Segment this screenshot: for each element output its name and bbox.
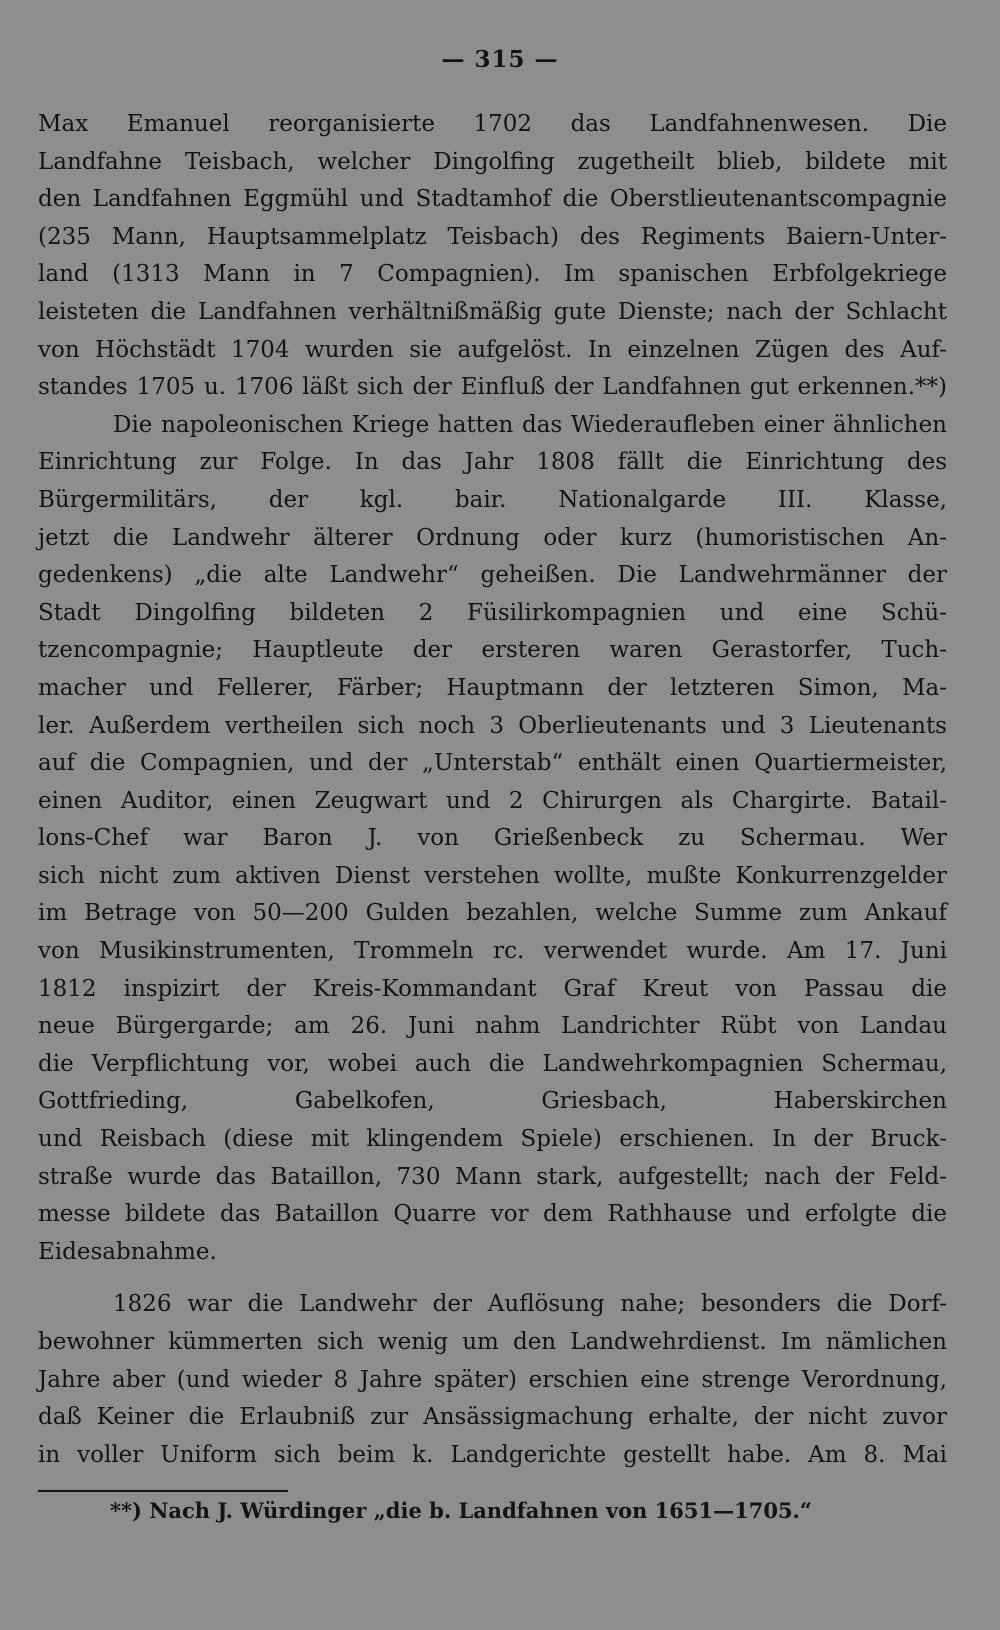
text-line: macher und Fellerer, Färber; Hauptmann der letzteren Simon, Ma-: [38, 674, 947, 701]
text-line: Eidesabnahme.: [38, 1238, 217, 1265]
text-line: standes 1705 u. 1706 läßt sich der Einfluß der Landfahnen gut erkennen.**): [38, 374, 947, 401]
text-line: Gottfrieding, Gabelkofen, Griesbach, Haberskirchen: [38, 1088, 947, 1115]
paragraph-3: [38, 1286, 947, 1474]
text-line: im Betrage von 50—200 Gulden bezahlen, welche Summe zum Ankauf: [38, 900, 947, 927]
text-line: 1826 war die Landwehr der Auflösung nahe; besonders die Dorf-: [113, 1291, 947, 1318]
text-line: von Musikinstrumenten, Trommeln rc. verwendet wurde. Am 17. Juni: [38, 938, 947, 965]
text-line: in voller Uniform sich beim k. Landgerichte gestellt habe. Am 8. Mai: [38, 1441, 947, 1468]
text-line: 1812 inspizirt der Kreis-Kommandant Graf Kreut von Passau die: [38, 975, 947, 1002]
text-line: land (1313 Mann in 7 Compagnien). Im spanischen Erbfolgekriege: [38, 261, 947, 288]
text-line: (235 Mann, Hauptsammelplatz Teisbach) des Regiments Baiern-Unter-: [38, 223, 947, 250]
paragraph-2: [38, 407, 947, 1272]
text-line: und Reisbach (diese mit klingendem Spiele) erschienen. In der Bruck-: [38, 1126, 947, 1153]
text-line: die Verpflichtung vor, wobei auch die Landwehrkompagnien Schermau,: [38, 1050, 947, 1077]
text-line: tzencompagnie; Hauptleute der ersteren waren Gerastorfer, Tuch-: [38, 637, 947, 664]
page-number: — 315 —: [441, 46, 559, 73]
text-line: ler. Außerdem vertheilen sich noch 3 Oberlieutenants und 3 Lieutenants: [38, 712, 947, 739]
text-line: gedenkens) „die alte Landwehr“ geheißen. Die Landwehrmänner der: [38, 562, 947, 589]
footnote: **) Nach J. Würdinger „die b. Landfahnen von 1651—1705.“: [110, 1498, 812, 1523]
text-line: den Landfahnen Eggmühl und Stadtamhof die Oberstlieutenantscompagnie: [38, 186, 947, 213]
paragraph-1: [38, 106, 947, 407]
text-line: Max Emanuel reorganisierte 1702 das Landfahnenwesen. Die: [38, 111, 947, 137]
text-line: auf die Compagnien, und der „Unterstab“ enthält einen Quartiermeister,: [38, 750, 947, 777]
text-line: Stadt Dingolfing bildeten 2 Füsilirkompagnien und eine Schü-: [38, 599, 947, 626]
text-line: leisteten die Landfahnen verhältnißmäßig gute Dienste; nach der Schlacht: [38, 298, 947, 325]
text-line: straße wurde das Bataillon, 730 Mann stark, aufgestellt; nach der Feld-: [38, 1163, 947, 1190]
body-text: [38, 106, 947, 1474]
text-line: Die napoleonischen Kriege hatten das Wiederaufleben einer ähnlichen: [113, 411, 947, 438]
paragraph-gap: [38, 1271, 947, 1286]
footnote-divider: [38, 1490, 288, 1492]
text-line: daß Keiner die Erlaubniß zur Ansässigmachung erhalte, der nicht zuvor: [38, 1404, 947, 1431]
text-line: neue Bürgergarde; am 26. Juni nahm Landrichter Rübt von Landau: [38, 1013, 947, 1040]
text-line: Jahre aber (und wieder 8 Jahre später) erschien eine strenge Verordnung,: [38, 1366, 947, 1393]
text-line: Einrichtung zur Folge. In das Jahr 1808 fällt die Einrichtung des: [38, 449, 947, 476]
text-line: lons-Chef war Baron J. von Grießenbeck zu Schermau. Wer: [38, 825, 947, 852]
text-line: jetzt die Landwehr älterer Ordnung oder kurz (humoristischen An-: [38, 524, 947, 551]
text-line: sich nicht zum aktiven Dienst verstehen wollte, mußte Konkurrenzgelder: [38, 862, 947, 889]
text-line: einen Auditor, einen Zeugwart und 2 Chirurgen als Chargirte. Batail-: [38, 787, 947, 814]
text-line: bewohner kümmerten sich wenig um den Landwehrdienst. Im nämlichen: [38, 1329, 947, 1355]
text-line: messe bildete das Bataillon Quarre vor dem Rathhause und erfolgte die: [38, 1201, 947, 1228]
text-line: von Höchstädt 1704 wurden sie aufgelöst. In einzelnen Zügen des Auf-: [38, 336, 947, 363]
text-line: Landfahne Teisbach, welcher Dingolfing zugetheilt blieb, bildete mit: [38, 148, 947, 175]
text-line: Bürgermilitärs, der kgl. bair. Nationalgarde III. Klasse,: [38, 486, 947, 513]
